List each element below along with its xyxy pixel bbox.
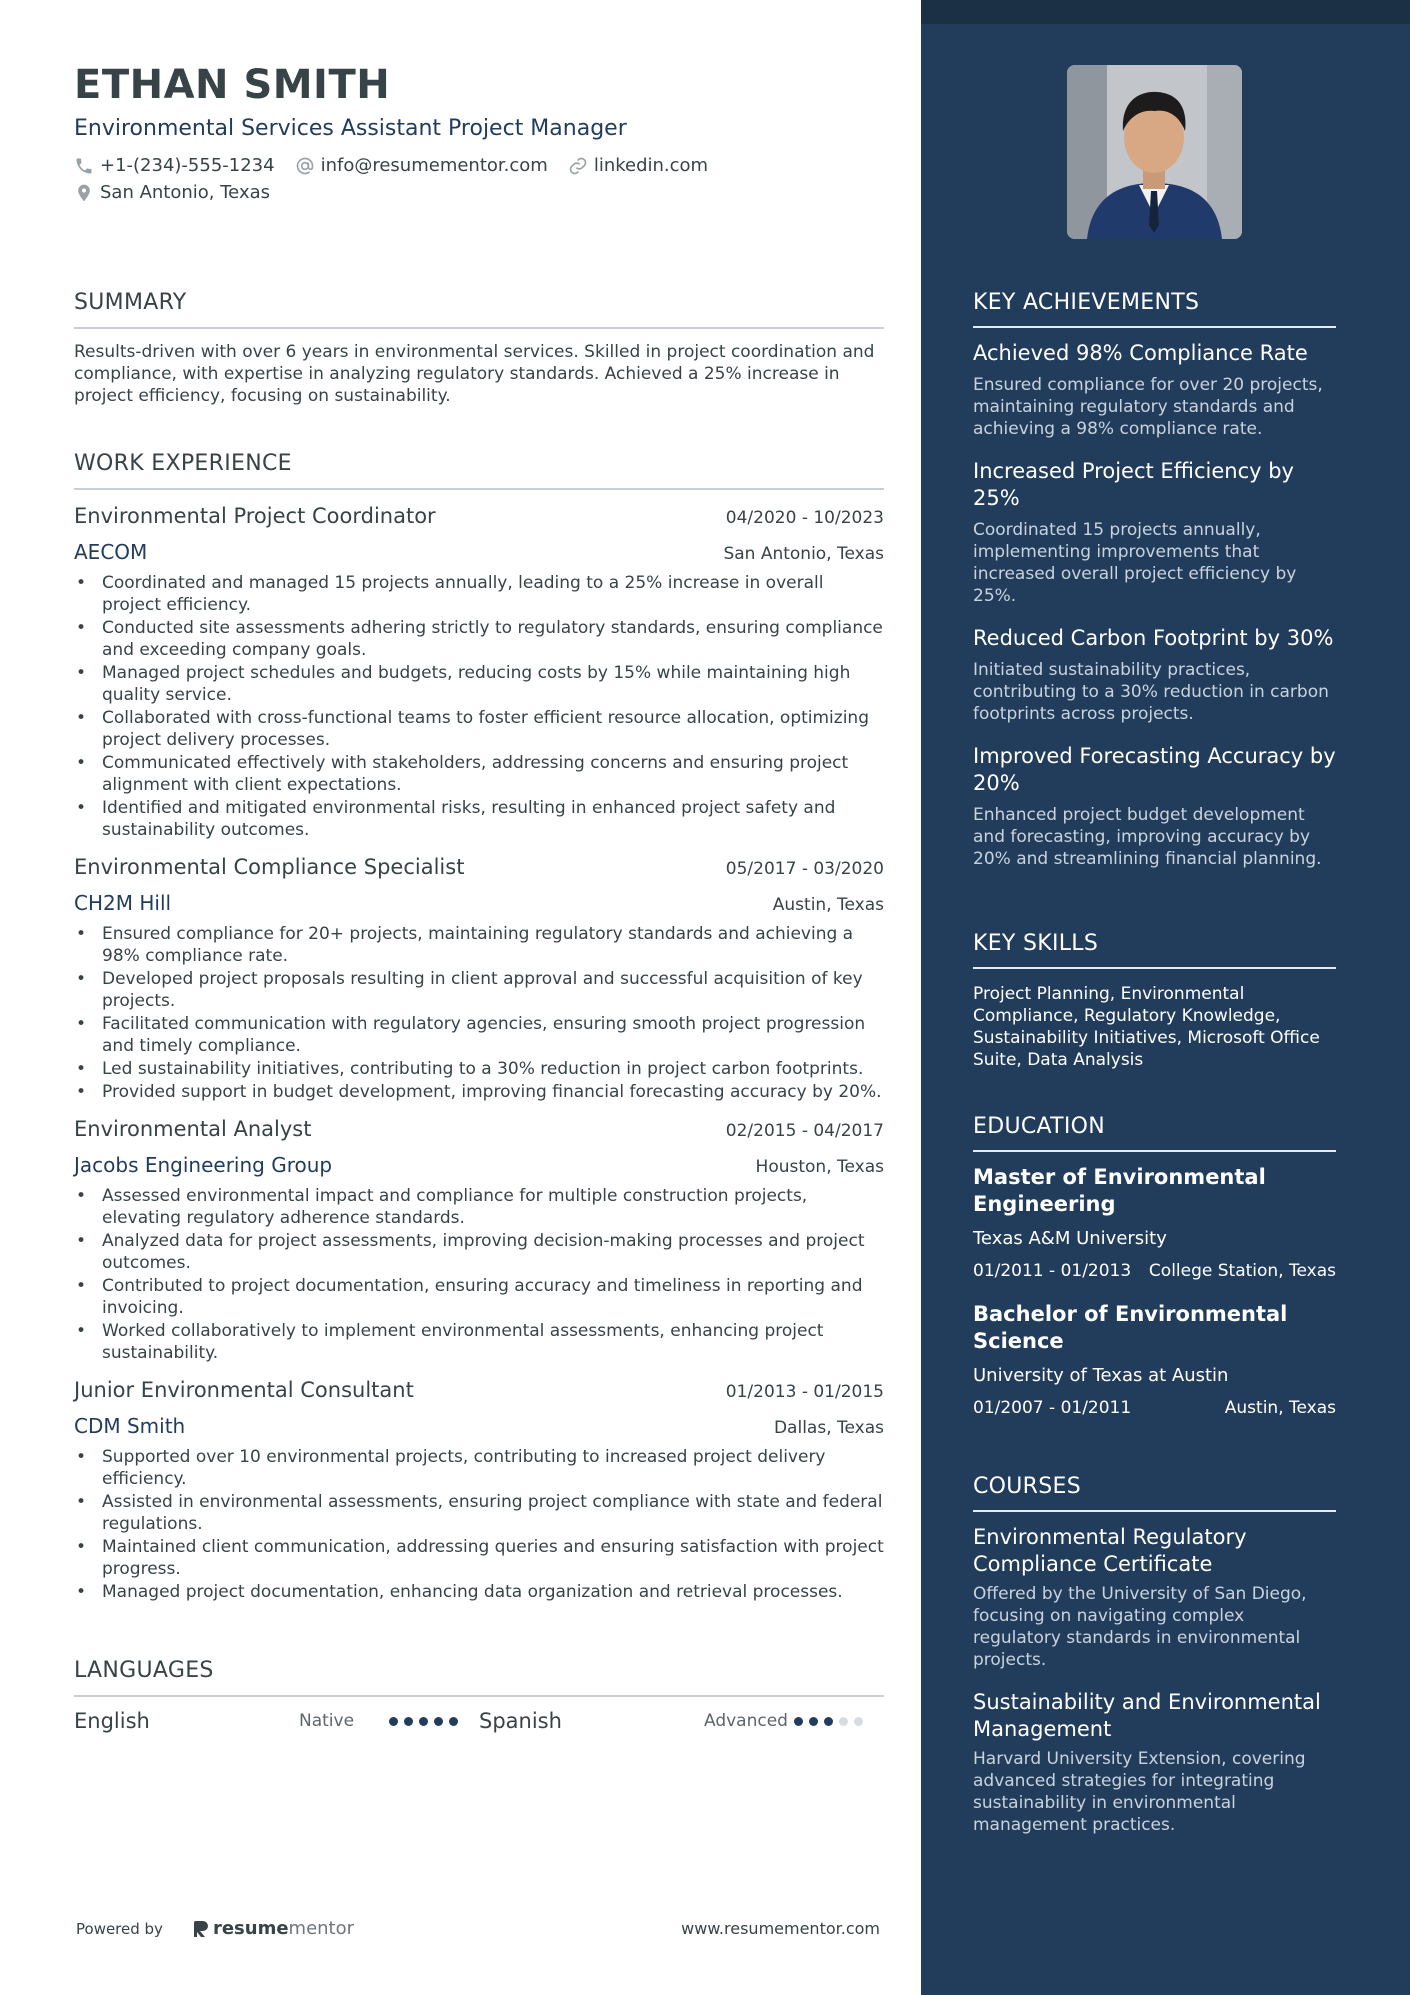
- education-dates: 01/2007 - 01/2011: [973, 1398, 1132, 1418]
- languages-section: [74, 1658, 884, 1733]
- bullet-item: • Contributed to project documentation, ensuring accuracy and timeliness in reporting and invoicing.: [74, 1275, 884, 1319]
- achievement-title: Achieved 98% Compliance Rate: [973, 341, 1308, 365]
- course-desc: Offered by the University of San Diego, focusing on navigating complex regulatory standards in environmental projects.: [973, 1584, 1307, 1670]
- summary-text: Results-driven with over 6 years in environmental services. Skilled in project coordination and compliance, with expertise in analyzing regulatory standards. Achieved a 25% increase in project efficiency, focusing on sustainability.: [74, 342, 875, 406]
- language-name: English: [74, 1709, 150, 1733]
- bullet-item: • Led sustainability initiatives, contributing to a 30% reduction in project carbon footprints.: [74, 1058, 884, 1080]
- achievement-desc: Enhanced project budget development and forecasting, improving accuracy by 20% and streamlining financial planning.: [973, 805, 1322, 869]
- education-degree: Master of Environmental Engineering: [973, 1165, 1266, 1216]
- sidebar: [921, 0, 1410, 1995]
- course-title: Environmental Regulatory Compliance Certificate: [973, 1525, 1247, 1576]
- rating-dot-filled: [824, 1717, 833, 1726]
- rating-dot-filled: [449, 1717, 458, 1726]
- rating-dot-filled: [389, 1717, 398, 1726]
- language-item: [74, 1709, 479, 1733]
- logo-light-text: mentor: [288, 1918, 355, 1939]
- summary-section: [74, 290, 884, 407]
- job-role: Environmental Analyst: [74, 1117, 312, 1141]
- achievement-desc: Initiated sustainability practices, contributing to a 30% reduction in carbon footprints across projects.: [973, 660, 1329, 724]
- courses-heading: COURSES: [973, 1474, 1336, 1512]
- education-section: [973, 1114, 1336, 1418]
- bullet-item: • Collaborated with cross-functional teams to foster efficient resource allocation, optimizing project delivery processes.: [74, 707, 884, 751]
- experience-heading: WORK EXPERIENCE: [74, 451, 884, 490]
- job-role: Environmental Compliance Specialist: [74, 855, 465, 879]
- powered-by: [76, 1918, 354, 1939]
- sidebar-top-strip: [921, 0, 1410, 24]
- rating-dot-empty: [854, 1717, 863, 1726]
- education-location: College Station, Texas: [1148, 1261, 1336, 1281]
- language-item: [479, 1709, 884, 1733]
- bullet-item: • Worked collaboratively to implement environmental assessments, enhancing project sustainability.: [74, 1320, 884, 1364]
- rating-dot-filled: [434, 1717, 443, 1726]
- footer-website[interactable]: www.resumementor.com: [681, 1919, 880, 1938]
- skills-text: Project Planning, Environmental Compliance, Regulatory Knowledge, Sustainability Initiatives, Microsoft Office Suite, Data Analysis: [973, 984, 1320, 1070]
- profile-photo: [1067, 65, 1242, 239]
- job-bullets: [74, 1185, 884, 1364]
- achievement-title: Improved Forecasting Accuracy by 20%: [973, 744, 1336, 795]
- courses-section: [973, 1474, 1336, 1836]
- education-school: Texas A&M University: [973, 1228, 1167, 1249]
- contact-row: [74, 155, 884, 176]
- education-degree: Bachelor of Environmental Science: [973, 1302, 1288, 1353]
- bullet-item: • Analyzed data for project assessments, improving decision-making processes and project outcomes.: [74, 1230, 884, 1274]
- education-location: Austin, Texas: [1224, 1398, 1336, 1418]
- job-entry: [74, 1378, 884, 1603]
- contact-location: [74, 182, 270, 203]
- bullet-item: • Supported over 10 environmental projects, contributing to increased project delivery efficiency.: [74, 1446, 884, 1490]
- achievement-desc: Ensured compliance for over 20 projects, maintaining regulatory standards and achieving a 98% compliance rate.: [973, 375, 1323, 439]
- job-entry: [74, 855, 884, 1103]
- skills-section: [973, 931, 1336, 1071]
- contact-linkedin[interactable]: [568, 155, 708, 176]
- contact-row-location: [74, 182, 884, 203]
- bullet-item: • Communicated effectively with stakeholders, addressing concerns and ensuring project alignment with client expectations.: [74, 752, 884, 796]
- rating-dot-empty: [839, 1717, 848, 1726]
- languages-heading: LANGUAGES: [74, 1658, 884, 1697]
- achievements-section: [973, 290, 1336, 870]
- bullet-item: • Assisted in environmental assessments, ensuring project compliance with state and federal regulations.: [74, 1491, 884, 1535]
- skills-heading: KEY SKILLS: [973, 931, 1336, 969]
- rating-dot-filled: [404, 1717, 413, 1726]
- job-bullets: [74, 572, 884, 841]
- achievement-desc: Coordinated 15 projects annually, implementing improvements that increased overall project efficiency by 25%.: [973, 520, 1297, 606]
- footer: [76, 1918, 880, 1939]
- education-heading: EDUCATION: [973, 1114, 1336, 1152]
- job-location: Austin, Texas: [772, 895, 884, 915]
- job-location: San Antonio, Texas: [723, 544, 884, 564]
- job-dates: 05/2017 - 03/2020: [725, 859, 884, 879]
- job-bullets: [74, 1446, 884, 1603]
- job-company: Jacobs Engineering Group: [74, 1153, 333, 1177]
- bullet-item: • Identified and mitigated environmental risks, resulting in enhanced project safety and sustainability outcomes.: [74, 797, 884, 841]
- location-text: San Antonio, Texas: [100, 182, 270, 203]
- job-location: Dallas, Texas: [773, 1418, 884, 1438]
- contact-phone[interactable]: [74, 155, 275, 176]
- experience-section: [74, 451, 884, 1604]
- achievements-heading: KEY ACHIEVEMENTS: [973, 290, 1336, 328]
- job-company: CH2M Hill: [74, 891, 172, 915]
- bullet-item: • Provided support in budget development, improving financial forecasting accuracy by 20%.: [74, 1081, 884, 1103]
- job-company: AECOM: [74, 540, 148, 564]
- phone-text: +1-(234)-555-1234: [100, 155, 275, 176]
- job-entry: [74, 504, 884, 841]
- bullet-item: • Coordinated and managed 15 projects annually, leading to a 25% increase in overall project efficiency.: [74, 572, 884, 616]
- bullet-item: • Managed project documentation, enhancing data organization and retrieval processes.: [74, 1581, 884, 1603]
- language-rating: [389, 1717, 464, 1726]
- resumementor-logo[interactable]: [193, 1918, 354, 1939]
- job-bullets: [74, 923, 884, 1103]
- candidate-name: ETHAN SMITH: [74, 62, 391, 108]
- bullet-item: • Managed project schedules and budgets, reducing costs by 15% while maintaining high quality service.: [74, 662, 884, 706]
- job-entry: [74, 1117, 884, 1364]
- job-role: Junior Environmental Consultant: [74, 1378, 414, 1402]
- logo-bold-text: resume: [212, 1918, 289, 1939]
- resume-header: [74, 62, 884, 203]
- bullet-item: • Assessed environmental impact and compliance for multiple construction projects, elevating regulatory adherence standards.: [74, 1185, 884, 1229]
- language-level: Native: [299, 1711, 355, 1731]
- job-role: Environmental Project Coordinator: [74, 504, 436, 528]
- bullet-item: • Maintained client communication, addressing queries and ensuring satisfaction with project progress.: [74, 1536, 884, 1580]
- location-pin-icon: [74, 183, 94, 203]
- powered-by-text: Powered by: [76, 1919, 163, 1938]
- language-level: Advanced: [704, 1711, 788, 1731]
- bullet-item: • Developed project proposals resulting in client approval and successful acquisition of key projects.: [74, 968, 884, 1012]
- phone-icon: [74, 156, 94, 176]
- rating-dot-filled: [794, 1717, 803, 1726]
- at-sign-icon: [295, 156, 315, 176]
- education-dates: 01/2011 - 01/2013: [973, 1261, 1132, 1281]
- course-desc: Harvard University Extension, covering advanced strategies for integrating sustainability in environmental management practices.: [973, 1749, 1306, 1835]
- contact-email[interactable]: [295, 155, 548, 176]
- rating-dot-filled: [809, 1717, 818, 1726]
- job-dates: 04/2020 - 10/2023: [725, 508, 884, 528]
- link-icon: [568, 156, 588, 176]
- rating-dot-filled: [419, 1717, 428, 1726]
- job-location: Houston, Texas: [755, 1157, 884, 1177]
- linkedin-text: linkedin.com: [593, 155, 709, 176]
- achievement-title: Increased Project Efficiency by 25%: [973, 459, 1294, 510]
- candidate-title: Environmental Services Assistant Project Manager: [74, 116, 627, 141]
- job-dates: 01/2013 - 01/2015: [725, 1382, 884, 1402]
- bullet-item: • Conducted site assessments adhering strictly to regulatory standards, ensuring compliance and exceeding company goals.: [74, 617, 884, 661]
- bullet-item: • Ensured compliance for 20+ projects, maintaining regulatory standards and achieving a 98% compliance rate.: [74, 923, 884, 967]
- summary-heading: SUMMARY: [74, 290, 884, 329]
- achievement-title: Reduced Carbon Footprint by 30%: [973, 626, 1334, 650]
- bullet-item: • Facilitated communication with regulatory agencies, ensuring smooth project progression and timely compliance.: [74, 1013, 884, 1057]
- email-text: info@resumementor.com: [320, 155, 548, 176]
- job-company: CDM Smith: [74, 1414, 186, 1438]
- logo-mark-icon: [193, 1919, 209, 1939]
- languages-row: [74, 1709, 884, 1733]
- course-title: Sustainability and Environmental Management: [973, 1690, 1321, 1741]
- language-rating: [794, 1717, 869, 1726]
- education-school: University of Texas at Austin: [973, 1365, 1229, 1386]
- language-name: Spanish: [479, 1709, 562, 1733]
- job-dates: 02/2015 - 04/2017: [725, 1121, 884, 1141]
